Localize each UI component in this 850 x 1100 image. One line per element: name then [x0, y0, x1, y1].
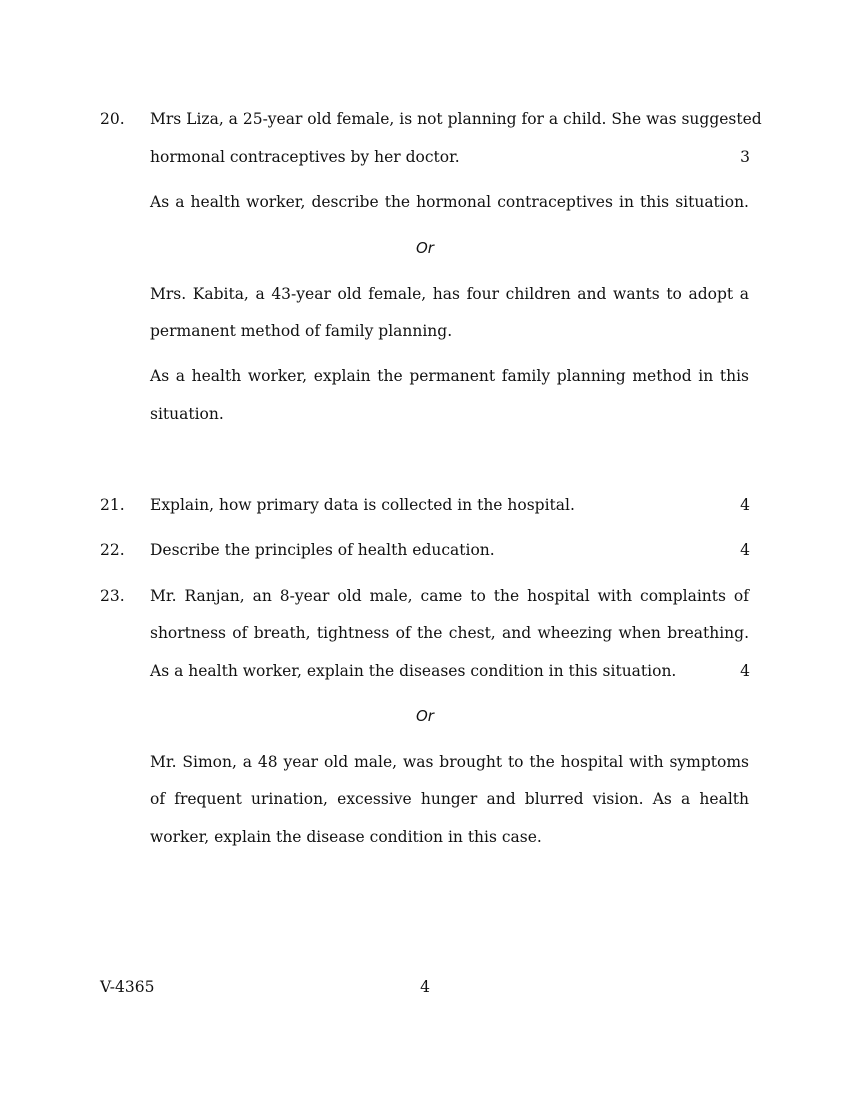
question-number-20: 20. [100, 110, 125, 128]
question-23-line-2: shortness of breath, tightness of the chest, and wheezing when breathing. [150, 624, 749, 642]
question-23-alt-line-1: Mr. Simon, a 48 year old male, was brought to the hospital with symptoms [150, 753, 749, 771]
question-23-alt-line-2: of frequent urination, excessive hunger and blurred vision. As a health [150, 790, 749, 808]
question-21-text: Explain, how primary data is collected in the hospital. [150, 496, 575, 514]
question-22-text: Describe the principles of health education. [150, 541, 495, 559]
question-23-alt-line-3: worker, explain the disease condition in this case. [150, 828, 542, 846]
or-separator-20: Or [416, 239, 434, 257]
question-23-line-3: As a health worker, explain the diseases condition in this situation. [150, 662, 677, 680]
question-21-marks: 4 [740, 496, 750, 514]
question-20-line-1: Mrs Liza, a 25-year old female, is not planning for a child. She was suggested [150, 110, 762, 128]
question-20-line-3: As a health worker, describe the hormonal contraceptives in this situation. [150, 193, 749, 211]
question-20-alt-line-3: As a health worker, explain the permanent family planning method in this [150, 367, 749, 385]
paper-code: V-4365 [100, 978, 155, 996]
question-20-marks: 3 [740, 148, 750, 166]
question-number-23: 23. [100, 587, 125, 605]
question-22-marks: 4 [740, 541, 750, 559]
question-20-alt-line-2: permanent method of family planning. [150, 322, 453, 340]
page-number: 4 [420, 978, 430, 996]
question-number-21: 21. [100, 496, 125, 514]
or-separator-23: Or [416, 707, 434, 725]
question-20-alt-line-1: Mrs. Kabita, a 43-year old female, has four children and wants to adopt a [150, 285, 749, 303]
question-23-marks: 4 [740, 662, 750, 680]
question-23-line-1: Mr. Ranjan, an 8-year old male, came to the hospital with complaints of [150, 587, 749, 605]
question-20-alt-line-4: situation. [150, 405, 224, 423]
question-20-line-2: hormonal contraceptives by her doctor. [150, 148, 460, 166]
question-number-22: 22. [100, 541, 125, 559]
